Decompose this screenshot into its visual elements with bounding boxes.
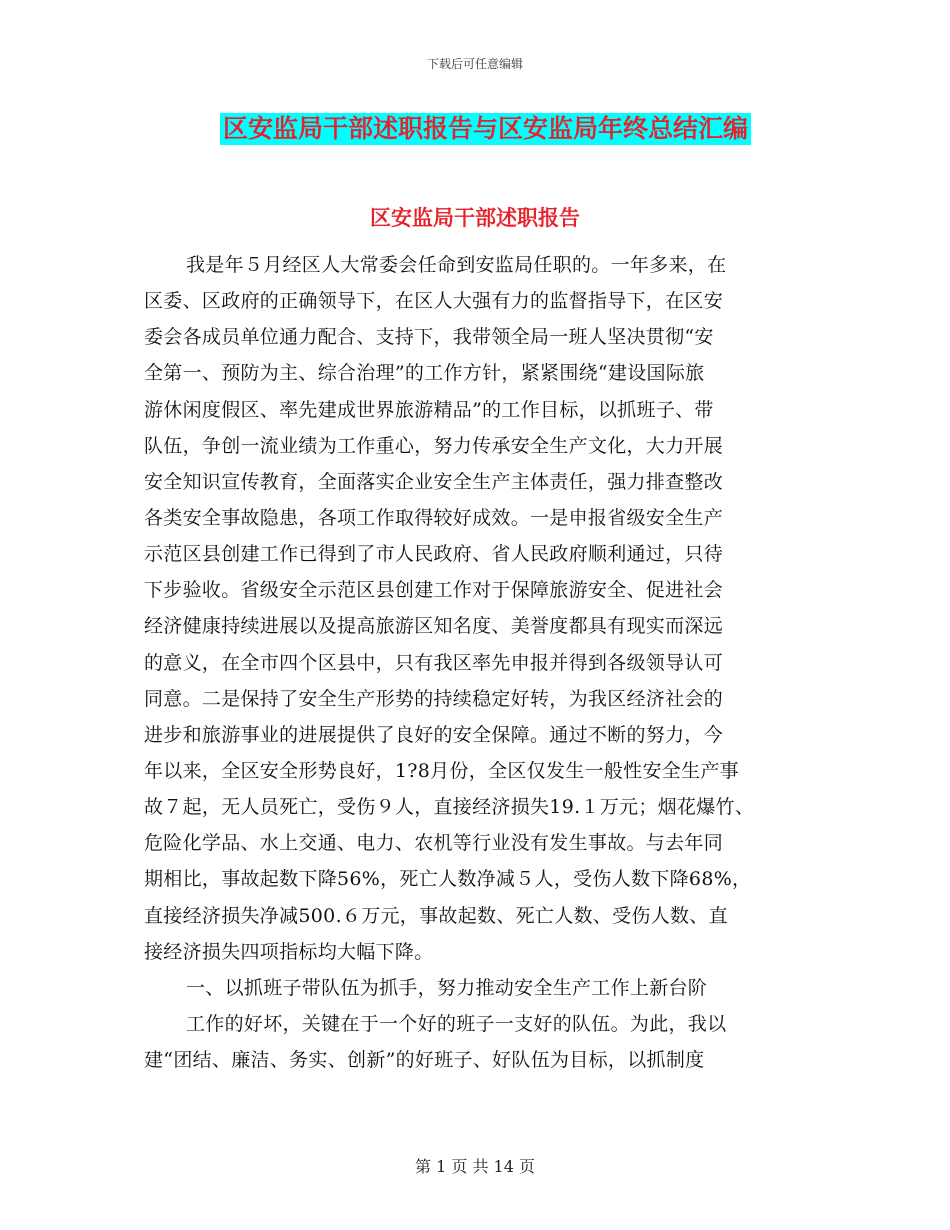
section-title: 区安监局干部述职报告: [370, 206, 580, 230]
body-line: 期相比，事故起数下降56%，死亡人数净减５人，受伤人数下降68%，: [144, 868, 752, 891]
page-footer: 第 1 页 共 14 页: [415, 1157, 535, 1176]
document-main-title: 区安监局干部述职报告与区安监局年终总结汇编: [220, 113, 751, 145]
body-line: 示范区县创建工作已得到了市人民政府、省人民政府顺利通过，只待: [144, 543, 724, 566]
body-line: 全第一、预防为主、综合治理”的工作方针，紧紧围绕“建设国际旅: [144, 362, 705, 385]
body-line: 各类安全事故隐患，各项工作取得较好成效。一是申报省级安全生产: [144, 506, 724, 529]
body-line: 直接经济损失净减500.６万元，事故起数、死亡人数、受伤人数、直: [144, 904, 728, 927]
body-line: 进步和旅游事业的进展提供了良好的安全保障。通过不断的努力，今: [144, 723, 724, 746]
body-line: 经济健康持续进展以及提高旅游区知名度、美誉度都具有现实而深远: [144, 615, 724, 638]
body-line: 委会各成员单位通力配合、支持下，我带领全局一班人坚决贯彻“安: [144, 326, 714, 349]
body-line: 安全知识宣传教育，全面落实企业安全生产主体责任，强力排查整改: [144, 470, 724, 493]
body-line: 同意。二是保持了安全生产形势的持续稳定好转，为我区经济社会的: [144, 687, 724, 710]
body-line: 队伍，争创一流业绩为工作重心，努力传承安全生产文化，大力开展: [144, 434, 724, 457]
body-line: 故７起，无人员死亡，受伤９人，直接经济损失19.１万元；烟花爆竹、: [144, 796, 755, 819]
body-line: 游休闲度假区、率先建成世界旅游精品”的工作目标，以抓班子、带: [144, 398, 714, 421]
section-heading: 一、以抓班子带队伍为抓手，努力推动安全生产工作上新台阶: [186, 976, 708, 999]
body-line: 区委、区政府的正确领导下，在区人大强有力的监督指导下，在区安: [144, 290, 724, 313]
body-line: 的意义，在全市四个区县中，只有我区率先申报并得到各级领导认可: [144, 651, 724, 674]
body-text: [144, 247, 804, 1078]
body-line: 接经济损失四项指标均大幅下降。: [144, 940, 434, 963]
body-line: 我是年５月经区人大常委会任命到安监局任职的。一年多来，在: [186, 254, 727, 276]
header-note: 下载后可任意编辑: [426, 57, 523, 71]
body-line: 危险化学品、水上交通、电力、农机等行业没有发生事故。与去年同: [144, 832, 724, 855]
body-line: 建“团结、廉洁、务实、创新”的好班子、好队伍为目标，以抓制度: [144, 1049, 705, 1072]
body-line: 年以来，全区安全形势良好，1?8月份，全区仅发生一般性安全生产事: [144, 759, 739, 782]
body-line: 工作的好坏，关键在于一个好的班子一支好的队伍。为此，我以: [186, 1012, 727, 1035]
body-line: 下步验收。省级安全示范区县创建工作对于保障旅游安全、促进社会: [144, 579, 724, 602]
